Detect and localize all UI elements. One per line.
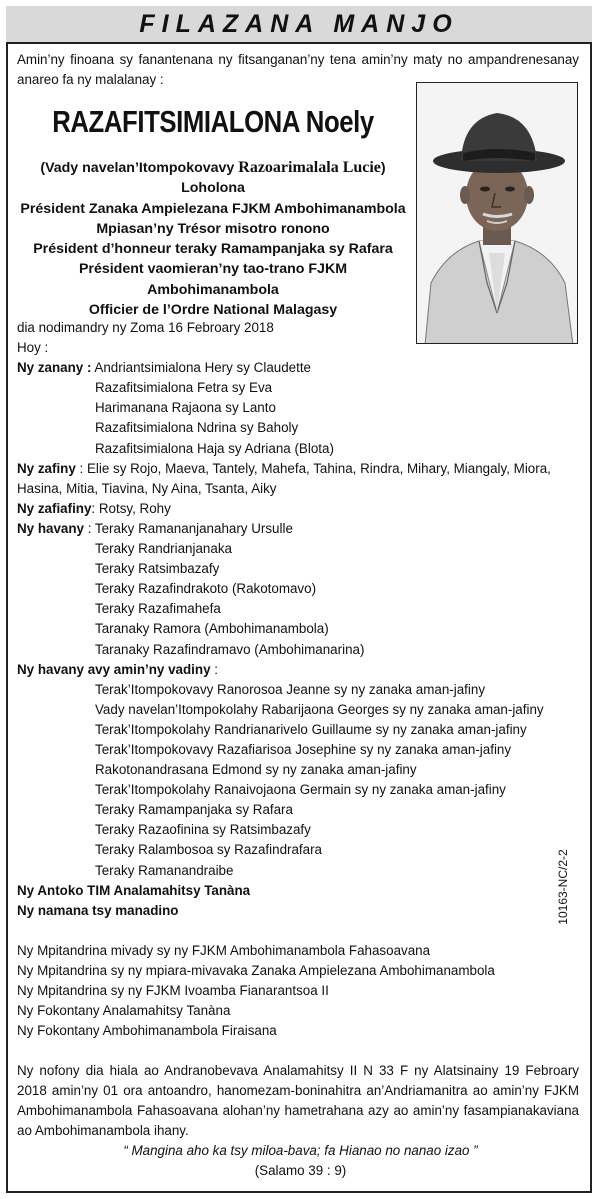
list-item: Teraky Razafindrakoto (Rakotomavo) xyxy=(95,581,317,597)
spacer xyxy=(17,1041,584,1061)
grandchildren-label: Ny zafiny xyxy=(17,460,76,476)
organization-item: Ny Mpitandrina sy ny FJKM Ivoamba Fianarantsoa II xyxy=(17,983,329,999)
reference-text: 10163-NC/2-2 xyxy=(556,849,570,925)
list-item: Harimanana Rajaona sy Lanto xyxy=(95,400,276,416)
funeral-details: Ny nofony dia hiala ao Andranobevava Analamahitsy II N 33 F ny Alatsinainy 19 Febroary 2018 amin’ny 01 ora antoandro, hanomezam-boninahitra an’Andriamanitra ao amin’ny FJKM Ambohimanambola Fahasoavana alohan’ny hametrahana azy ao amin’ny fasampianakaviana ao Ambohimanambola ihany. xyxy=(17,1063,579,1139)
list-item: Teraky Randrianjanaka xyxy=(95,541,232,557)
bible-quote: “ Mangina aho ka tsy miloa-bava; fa Hianao no nanao izao ” xyxy=(123,1143,478,1159)
title-line: Officier de l’Ordre National Malagasy xyxy=(88,302,338,319)
great-grandchildren-row xyxy=(17,499,584,519)
psalm-reference: (Salamo 39 : 9) xyxy=(254,1163,347,1179)
in-laws-colon: : xyxy=(210,661,218,677)
deceased-name: RAZAFITSIMIALONA Noely xyxy=(52,104,374,139)
list-item: Teraky Ratsimbazafy xyxy=(95,561,220,577)
list-item: : Teraky Ramananjanahary Ursulle xyxy=(84,520,293,536)
reference-code xyxy=(553,850,573,930)
list-item: Razafitsimialona Fetra sy Eva xyxy=(95,380,273,396)
spouse-suffix: ) xyxy=(380,160,386,176)
children-row xyxy=(17,358,584,378)
portrait-illustration xyxy=(417,83,577,343)
list-item: Taranaky Razafindramavo (Ambohimanarina) xyxy=(95,641,365,657)
list-item: Terak’Itompokovavy Razafiarisoa Josephine sy ny zanaka aman-jafiny xyxy=(95,741,512,757)
list-item: Terak’Itompokolahy Randrianarivelo Guillaume sy ny zanaka aman-jafiny xyxy=(95,721,527,737)
death-date: dia nodimandry ny Zoma 16 Febroary 2018 xyxy=(17,320,274,335)
notice-title: FILAZANA MANJO xyxy=(139,9,459,38)
in-laws-row xyxy=(17,660,584,680)
children-label: Ny zanany : xyxy=(17,360,92,376)
great-grandchildren-text: : Rotsy, Rohy xyxy=(91,500,171,516)
spacer xyxy=(17,921,584,941)
organization-item: Ny Fokontany Ambohimanambola Firaisana xyxy=(17,1023,277,1039)
list-item: Rakotonandrasana Edmond sy ny zanaka aman-jafiny xyxy=(95,762,417,778)
list-item: Teraky Ramanandraibe xyxy=(95,862,234,878)
list-item: Vady navelan’Itompokolahy Rabarijaona Georges sy ny zanaka aman-jafiny xyxy=(95,701,544,717)
in-laws-label: Ny havany avy amin’ny vadiny xyxy=(17,661,211,677)
antoko-line xyxy=(17,881,584,901)
list-item: Teraky Ralambosoa sy Razafindrafara xyxy=(95,842,322,858)
grandchildren-line1: : Elie sy Rojo, Maeva, Tantely, Mahefa, Tahina, Rindra, Mihary, Miangaly, Miora, xyxy=(75,460,551,476)
organization-item: Ny Mpitandrina mivady sy ny FJKM Ambohimanambola Fahasoavana xyxy=(17,942,431,958)
namana-line xyxy=(17,901,584,921)
great-grandchildren-label: Ny zafiafiny xyxy=(17,500,92,516)
notice-header xyxy=(6,6,592,44)
grandchildren-line2: Hasina, Mitia, Tiavina, Ny Aina, Tsanta, Aiky xyxy=(17,480,277,496)
list-item: Teraky Razafimahefa xyxy=(95,601,221,617)
siblings-label: Ny havany xyxy=(17,520,84,536)
spouse-name: Razoarimalala Lucie xyxy=(238,159,381,176)
siblings-row xyxy=(17,519,584,539)
intro-text: Amin’ny finoana sy fanantenana ny fitsanganan’ny tena amin’ny maty no ampandrenesanay anareo fa ny malalanay : xyxy=(17,52,579,87)
organization-item: Ny Mpitandrina sy ny mpiara-mivavaka Zanaka Ampielezana Ambohimanambola xyxy=(17,963,495,978)
title-line: Loholona xyxy=(181,180,245,197)
title-line: Mpiasan’ny Trésor misotro ronono xyxy=(96,220,330,237)
title-line: Président d’honneur teraky Ramampanjaka sy Rafara xyxy=(33,241,393,258)
hoy-label: Hoy : xyxy=(17,340,49,356)
list-item: Terak’Itompokolahy Ranaivojaona Germain sy ny zanaka aman-jafiny xyxy=(95,782,506,798)
antoko-text: Ny Antoko TIM Analamahitsy Tanàna xyxy=(17,882,251,898)
list-item: Taranaky Ramora (Ambohimanambola) xyxy=(95,621,329,637)
list-item: Teraky Ramampanjaka sy Rafara xyxy=(95,802,293,818)
list-item: Terak’Itompokovavy Ranorosoa Jeanne sy ny zanaka aman-jafiny xyxy=(95,681,486,697)
list-item: Razafitsimialona Haja sy Adriana (Blota) xyxy=(95,440,334,456)
grandchildren-row xyxy=(17,459,584,479)
namana-text: Ny namana tsy manadino xyxy=(17,902,179,918)
spouse-line xyxy=(17,158,409,178)
organization-item: Ny Fokontany Analamahitsy Tanàna xyxy=(17,1003,231,1019)
deceased-titles xyxy=(17,158,409,320)
family-section xyxy=(17,318,584,1181)
title-line: Président vaomieran’ny tao-trano FJKM Ambohimanambola xyxy=(78,261,348,298)
list-item: Teraky Razaofinina sy Ratsimbazafy xyxy=(95,822,311,838)
spouse-prefix: (Vady navelan’Itompokovavy xyxy=(40,160,239,176)
title-line: Président Zanaka Ampielezana FJKM Ambohimanambola xyxy=(20,200,406,217)
portrait-photo xyxy=(416,82,578,344)
list-item: Razafitsimialona Ndrina sy Baholy xyxy=(95,420,299,436)
list-item: Andriantsimialona Hery sy Claudette xyxy=(94,360,311,376)
